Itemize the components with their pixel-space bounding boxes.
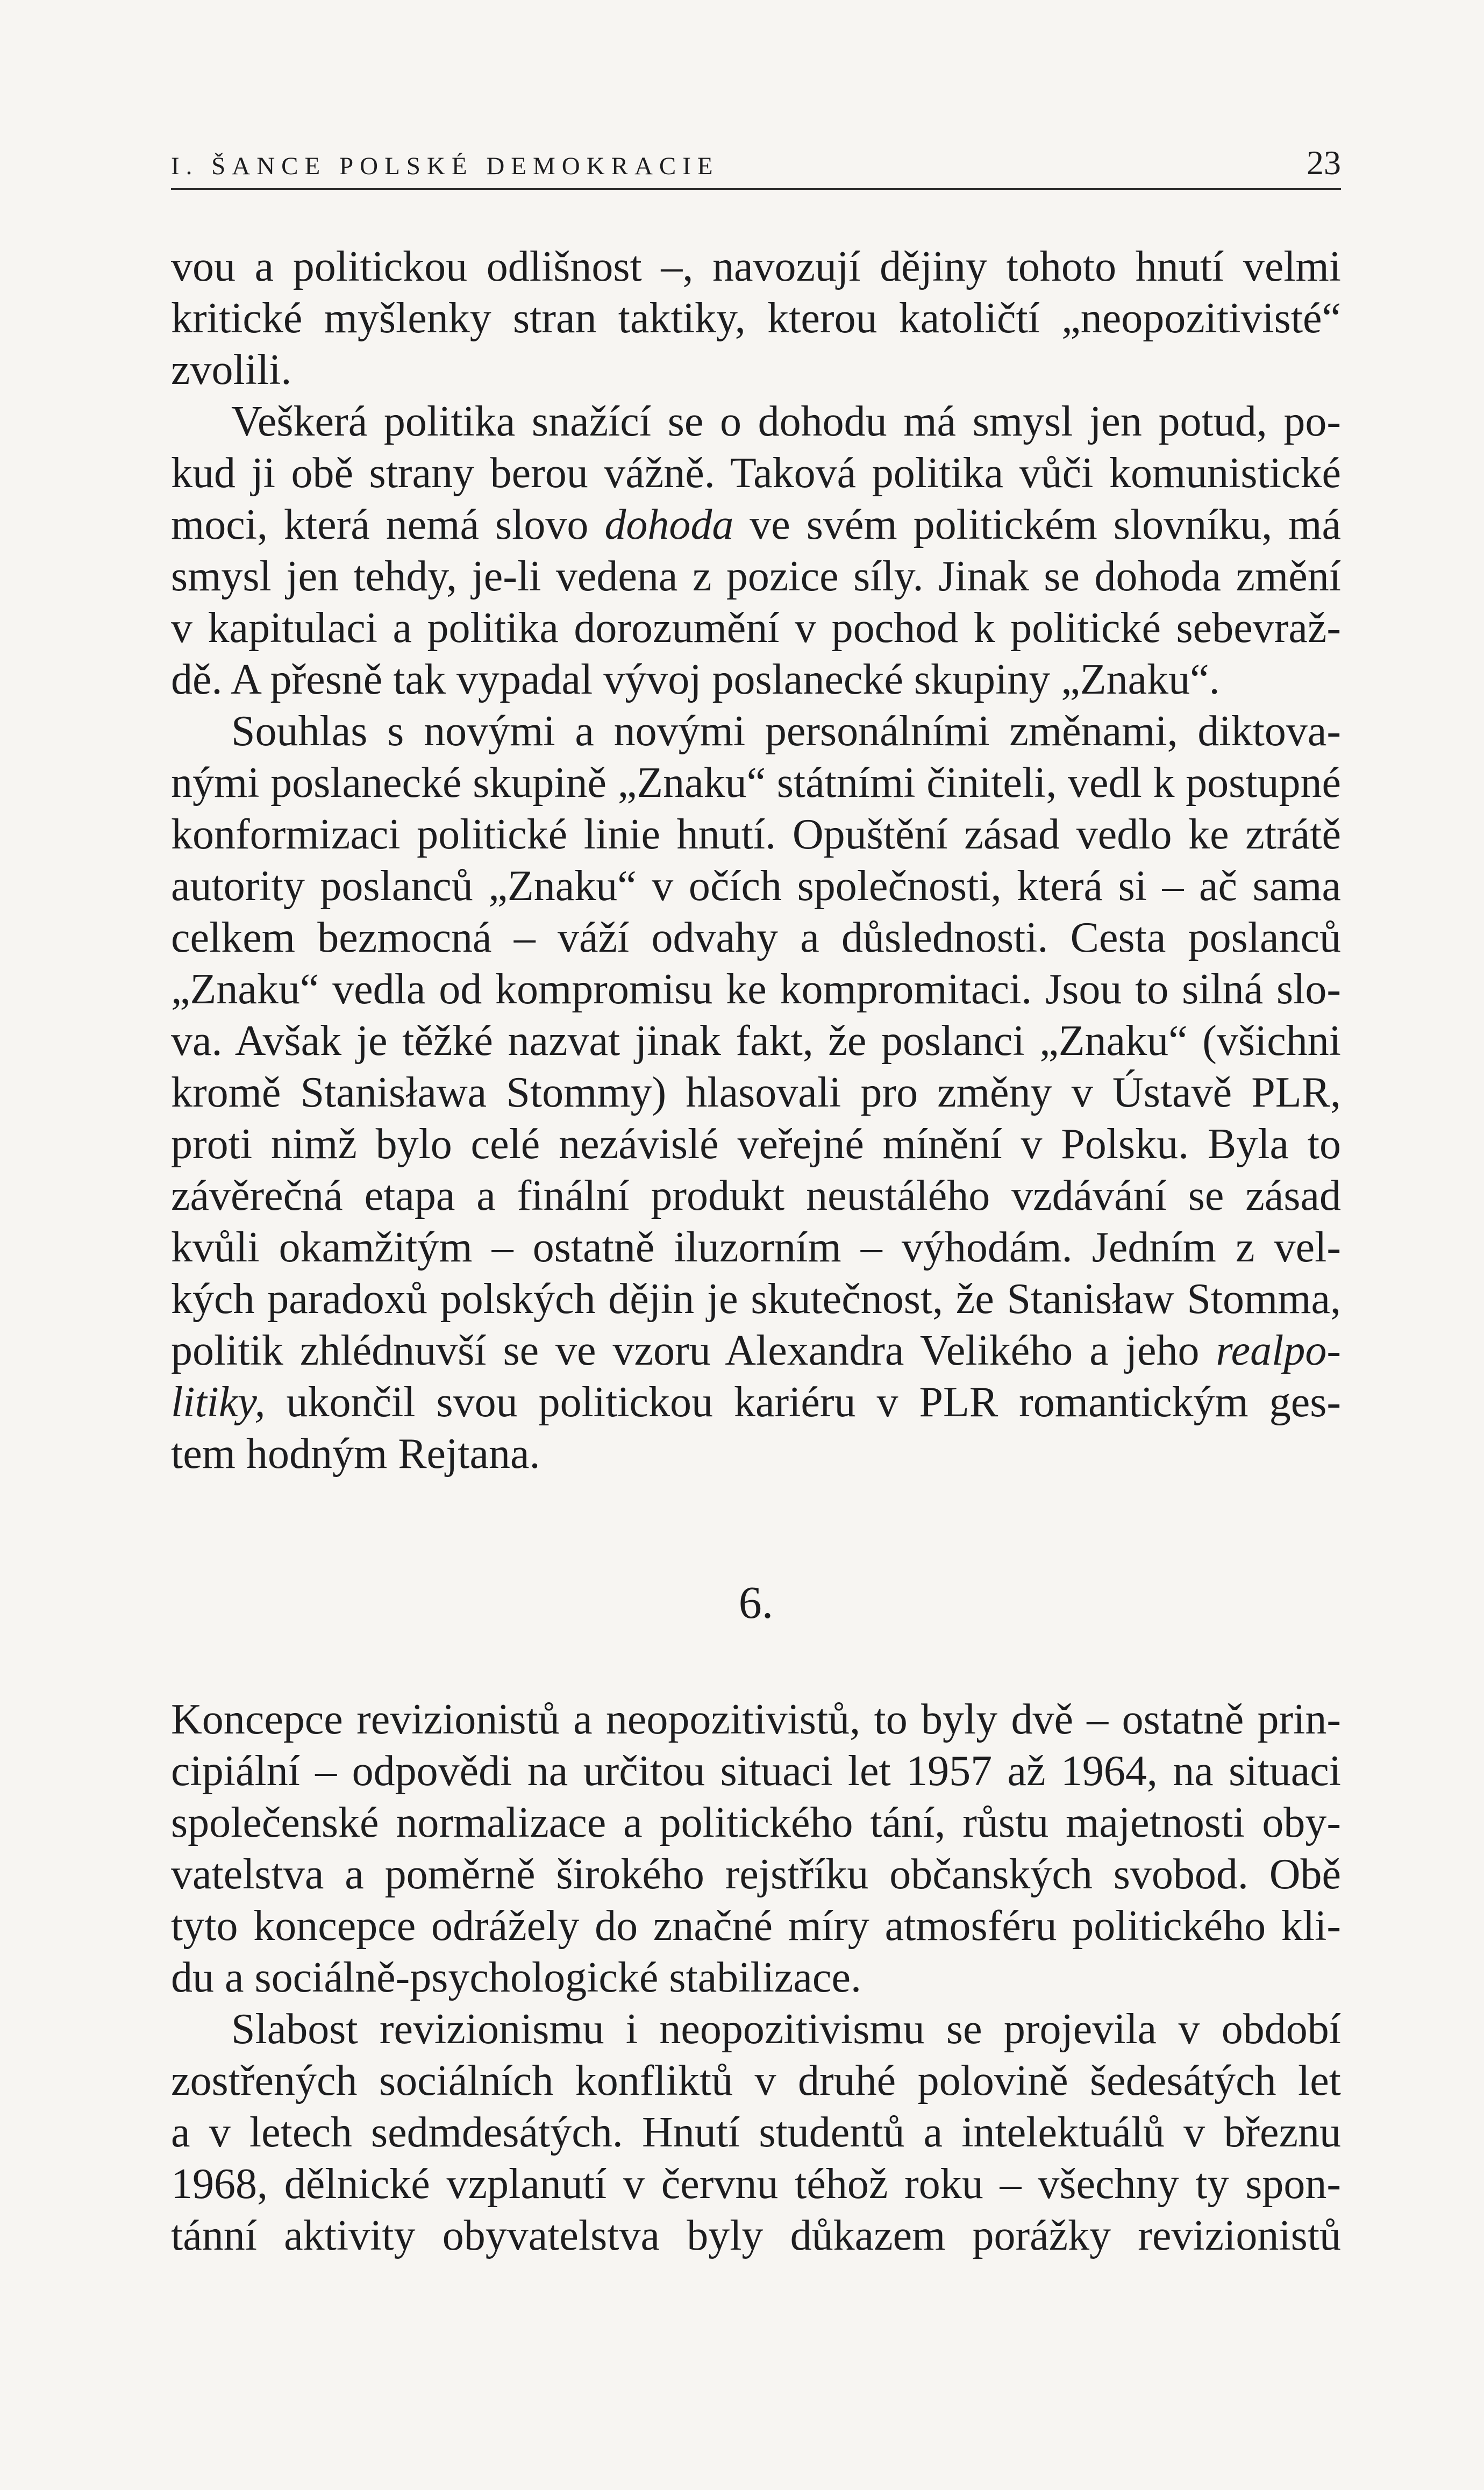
text-segment: moci, která nemá slovo (171, 501, 605, 548)
text-line: celkem bezmocná – váží odvahy a důslednosti. Cesta poslanců (171, 914, 1341, 961)
text-line: dě. A přesně tak vypadal vývoj poslanecké skupiny „Znaku“. (171, 656, 1220, 703)
text-line: společenské normalizace a politického tání, růstu majetnosti oby- (171, 1799, 1341, 1846)
text-line (171, 1376, 1341, 1428)
text-line: smysl jen tehdy, je-li vedena z pozice síly. Jinak se dohoda změní (171, 553, 1341, 600)
text-line: zostřených sociálních konfliktů v druhé polovině šedesátých let (171, 2057, 1341, 2104)
text-line: a v letech sedmdesátých. Hnutí studentů a intelektuálů v březnu (171, 2109, 1341, 2156)
text-line: v kapitulaci a politika dorozumění v pochod k politické sebevraž- (171, 604, 1341, 652)
text-line: konformizaci politické linie hnutí. Opuštění zásad vedlo ke ztrátě (171, 811, 1341, 858)
text-line: tem hodným Rejtana. (171, 1430, 540, 1478)
text-line: zvolili. (171, 346, 292, 394)
body-text-block (171, 241, 1341, 1480)
text-line: Veškerá politika snažící se o dohodu má smysl jen potud, po- (231, 398, 1341, 445)
text-segment: politik zhlédnuvší se ve vzoru Alexandra Velikého a jeho (171, 1327, 1216, 1374)
text-line: Souhlas s novými a novými personálními změnami, diktova- (231, 708, 1341, 755)
text-line: va. Avšak je těžké nazvat jinak fakt, že poslanci „Znaku“ (všichni (171, 1017, 1341, 1065)
text-line: autority poslanců „Znaku“ v očích společnosti, která si – ač sama (171, 862, 1341, 910)
text-line: kých paradoxů polských dějin je skutečnost, že Stanisław Stomma, (171, 1275, 1341, 1323)
text-line: závěrečná etapa a finální produkt neustálého vzdávání se zásad (171, 1172, 1341, 1219)
text-line (171, 1325, 1341, 1376)
text-line: Slabost revizionismu i neopozitivismu se projevila v období (231, 2006, 1341, 2053)
text-line: vatelstva a poměrně širokého rejstříku občanských svobod. Obě (171, 1851, 1341, 1898)
text-line: kud ji obě strany berou vážně. Taková politika vůči komunistické (171, 450, 1341, 497)
body-text-block (171, 1694, 1341, 2261)
italic-segment: realpo- (1216, 1327, 1341, 1374)
text-line: kritické myšlenky stran taktiky, kterou katoličtí „neopozitivisté“ (171, 295, 1341, 342)
running-head (171, 134, 1341, 190)
text-line: „Znaku“ vedla od kompromisu ke kompromitaci. Jsou to silná slo- (171, 966, 1341, 1013)
text-segment: ve svém politickém slovníku, má (733, 501, 1341, 548)
text-line: kvůli okamžitým – ostatně iluzorním – výhodám. Jedním z vel- (171, 1224, 1341, 1271)
text-line: tyto koncepce odrážely do značné míry atmosféru politického kli- (171, 1902, 1341, 1950)
italic-segment: dohoda (604, 501, 734, 548)
text-line: 1968, dělnické vzplanutí v červnu téhož roku – všechny ty spon- (171, 2160, 1341, 2208)
text-line: vou a politickou odlišnost –, navozují dějiny tohoto hnutí velmi (171, 243, 1341, 290)
text-line: kromě Stanisława Stommy) hlasovali pro změny v Ústavě PLR, (171, 1069, 1341, 1116)
text-line (171, 499, 1341, 551)
section-number: 6. (738, 1576, 774, 1628)
page-number: 23 (1307, 144, 1341, 182)
text-segment: ukončil svou politickou kariéru v PLR romantickým ges- (265, 1379, 1341, 1426)
text-line: du a sociálně-psychologické stabilizace. (171, 1954, 861, 2001)
text-line: cipiální – odpovědi na určitou situaci let 1957 až 1964, na situaci (171, 1747, 1341, 1795)
text-line: Koncepce revizionistů a neopozitivistů, to byly dvě – ostatně prin- (171, 1696, 1341, 1743)
text-line: tánní aktivity obyvatelstva byly důkazem porážky revizionistů (171, 2212, 1341, 2259)
running-title: I. ŠANCE POLSKÉ DEMOKRACIE (171, 152, 719, 180)
text-line: proti nimž bylo celé nezávislé veřejné mínění v Polsku. Byla to (171, 1121, 1341, 1168)
text-line: nými poslanecké skupině „Znaku“ státními činiteli, vedl k postupné (171, 759, 1341, 807)
italic-segment: litiky, (171, 1379, 266, 1426)
